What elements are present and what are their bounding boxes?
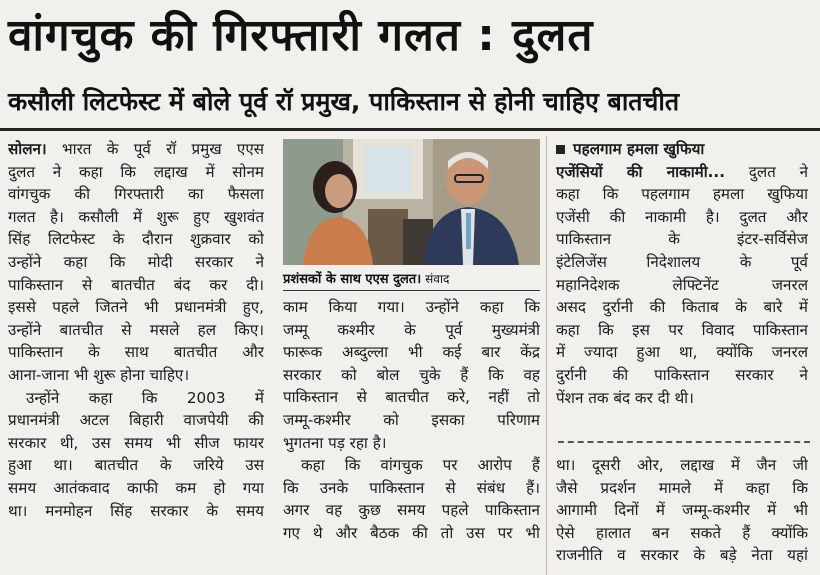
text-line: दुर्रानी की पाकिस्तान सरकार ने [556,365,808,384]
article-column-1 [8,138,264,522]
text-line: ऐसे हालात बन सकते हैं क्योंकि [556,523,808,542]
subheadline: कसौली लिटफेस्ट में बोले पूर्व रॉ प्रमुख, पाकिस्तान से होनी चाहिए बातचीत [8,87,680,116]
text-line: सरकार को बोल चुके हैं कि वह [283,365,540,384]
text-line: कहा कि वांगचुक पर आरोप हैं [301,456,540,475]
text-line: सिंह लिटफेस्ट के दौरान शुक्रवार को [8,230,264,249]
subheading: पहलगाम हमला खुफिया [573,140,705,158]
headline: वांगचुक की गिरफ्तारी गलत : दुलत [8,10,594,61]
caption-text: प्रशंसकों के साथ एएस दुलत। [283,272,422,287]
dateline: सोलन। [8,140,47,158]
text-line: एजेंसी की नाकामी है। दुलत और [556,207,808,226]
text-fragment: भारत के पूर्व रॉ प्रमुख एएस [61,140,264,158]
text-line: फारूक अब्दुल्ला भी कई बार केंद्र [283,343,540,362]
text-line [8,138,264,161]
text-line: था। मनमोहन सिंह सरकार के समय [8,501,264,520]
text-line: जम्मू-कश्मीर को इसका परिणाम [283,410,540,429]
text-line: भुगतना पड़ रहा है। [283,433,387,452]
text-line: इंटेलिजेंस निदेशालय के पूर्व [556,252,808,271]
text-line: आगामी दिनों में जम्मू-कश्मीर में भी [556,501,808,520]
text-line: पाकिस्तान के इंटर-सर्विसेज [556,230,808,249]
photo-caption [283,268,540,291]
text-line [556,138,808,161]
text-line: सरकार थी, उस समय भी सीज फायर [8,433,264,452]
text-line: हुआ था। बातचीत के जरिये उस [8,456,264,475]
subheading-cont: एजेंसियों की नाकामी... [556,162,725,181]
text-line: वांगचुक की गिरफ्तारी का फैसला [8,185,264,204]
text-line: कि उनके पाकिस्तान से संबंध हैं। [283,478,540,497]
text-line: उन्होंने कहा कि 2003 में [26,388,264,407]
text-line: असद दुर्रानी की किताब के बारे में [556,298,808,317]
text-line: जैसे प्रदर्शन मामले में कहा कि [556,478,808,497]
text-line: पाकिस्तान के साथ बातचीत और [8,343,264,362]
text-line: में ज्यादा हुआ था, क्योंकि जनरल [556,343,808,362]
text-line: महानिदेशक लेफ्टिनेंट जनरल [556,275,808,294]
text-line: पेंशन तक बंद कर दी थी। [556,388,694,407]
text-line: काम किया गया। उन्होंने कहा कि [283,298,540,316]
text-line: प्रधानमंत्री अटल बिहारी वाजपेयी की [8,411,264,430]
photo-credit: संवाद [425,272,450,286]
article-column-3-continued [556,454,808,567]
bullet-square-icon [556,145,565,154]
text-line: दुलत ने कहा कि लद्दाख में सोनम [8,162,264,181]
headline-rule [0,128,820,131]
text-line: अगर वह कुछ समय पहले पाकिस्तान [283,501,540,520]
text-line: राजनीति व सरकार के बड़े नेता यहां [556,546,808,565]
dashed-separator [558,441,810,443]
text-line: समय आतंकवाद काफी कम हो गया [8,478,264,497]
news-photo [283,139,540,265]
text-line: गलत है। कसौली में शुरू हुए खुशवंत [8,207,264,226]
text-line: पाकिस्तान से बातचीत करे, नहीं तो [283,388,540,407]
article-column-2 [283,296,540,545]
photo-illustration [283,139,540,265]
text-line: कहा कि इस पर विवाद पाकिस्तान [556,320,808,339]
text-line: उन्होंने बातचीत से मसले हल किए। [8,320,264,339]
text-line: आना-जाना भी शुरू होना चाहिए। [8,365,190,384]
text-line: जम्मू कश्मीर के पूर्व मुख्यमंत्री [283,320,540,339]
text-line: गए थे और बैठक की तो उस पर भी [283,523,540,542]
text-line: था। दूसरी ओर, लद्दाख में जैन जी [556,456,808,474]
text-line: इससे पहले जितने भी प्रधानमंत्री हुए, [8,298,264,317]
column-divider [546,136,547,575]
text-fragment: दुलत ने [748,162,808,181]
text-line: पाकिस्तान से बातचीत बंद कर दी। [8,275,264,294]
text-line: कहा कि पहलगाम हमला खुफिया [556,185,808,204]
article-column-3 [556,138,808,409]
text-line: उन्होंने कहा कि मोदी सरकार ने [8,252,264,271]
text-line [556,161,808,184]
